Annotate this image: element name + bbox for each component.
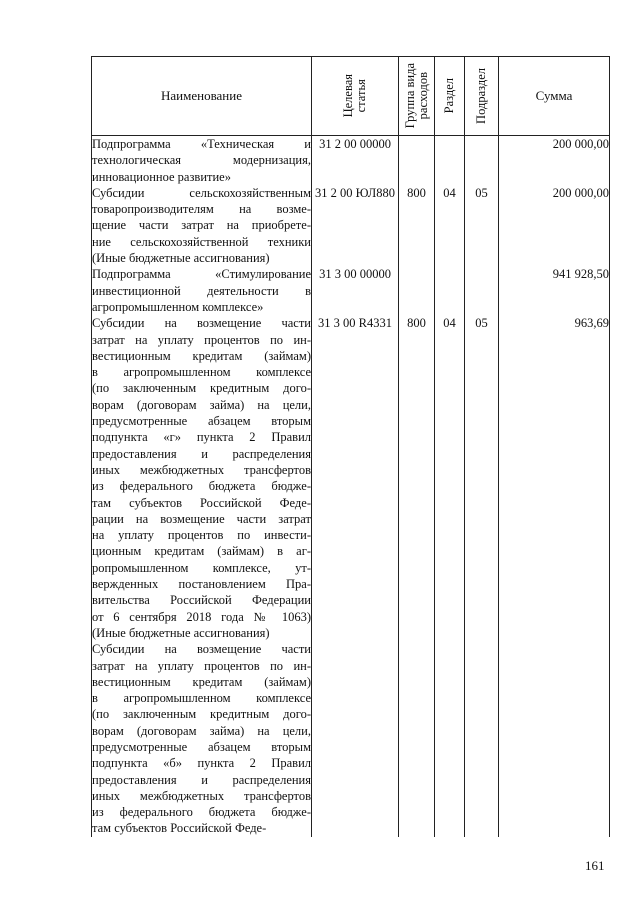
name-line: подпункта «б» пункта 2 Правил bbox=[92, 756, 311, 771]
table-row bbox=[92, 185, 610, 266]
row-name-cell bbox=[92, 266, 312, 315]
name-line: предусмотренные абзацем вторым bbox=[92, 414, 311, 429]
header-name: Наименование bbox=[92, 57, 312, 136]
target-cell: 31 3 00 00000 bbox=[312, 266, 399, 315]
section-cell bbox=[435, 641, 465, 837]
section-cell bbox=[435, 266, 465, 315]
name-line: предоставления и распределения bbox=[92, 772, 311, 787]
name-line: (Иные бюджетные ассигнования) bbox=[92, 251, 270, 266]
name-line: Субсидии на возмещение части bbox=[92, 316, 311, 331]
name-line: предусмотренные абзацем вторым bbox=[92, 739, 311, 754]
name-line: предоставления и распределения bbox=[92, 446, 311, 461]
name-line: ропромышленном комплексе, ут- bbox=[92, 560, 311, 575]
table-row bbox=[92, 315, 610, 641]
name-line: вестиционным кредитам (займам) bbox=[92, 674, 311, 689]
group-cell bbox=[399, 136, 435, 185]
name-line: щение части затрат на приобрете- bbox=[92, 218, 311, 233]
name-line: (по заключенным кредитным дого- bbox=[92, 381, 311, 396]
name-line: вестиционным кредитам (займам) bbox=[92, 348, 311, 363]
name-line: технологическая модернизация, bbox=[92, 153, 311, 168]
subsection-cell bbox=[465, 266, 499, 315]
section-cell: 04 bbox=[435, 185, 465, 266]
name-line: на уплату процентов по инвести- bbox=[92, 528, 311, 543]
table-header-row bbox=[92, 57, 610, 136]
name-line: там субъектов Российской Феде- bbox=[92, 821, 267, 836]
name-line: иных межбюджетных трансфертов bbox=[92, 788, 311, 803]
name-line: Подпрограмма «Техническая и bbox=[92, 137, 311, 151]
name-line: инвестиционной деятельности в bbox=[92, 283, 311, 298]
header-target: Целевая статья bbox=[312, 57, 399, 136]
section-cell: 04 bbox=[435, 315, 465, 641]
header-subsection: Подраздел bbox=[465, 57, 499, 136]
page-number: 161 bbox=[585, 858, 605, 873]
name-line: затрат на уплату процентов по ин- bbox=[92, 332, 311, 347]
target-cell bbox=[312, 641, 399, 837]
name-line: подпункта «г» пункта 2 Правил bbox=[92, 430, 311, 445]
name-line: в агропромышленном комплексе bbox=[92, 691, 311, 706]
header-group: Группа вида расходов bbox=[399, 57, 435, 136]
target-cell: 31 2 00 ЮЛ880 bbox=[312, 185, 399, 266]
table-row bbox=[92, 641, 610, 837]
header-sum: Сумма bbox=[499, 57, 610, 136]
budget-table bbox=[91, 56, 610, 837]
name-line: ворам (договорам займа) на цели, bbox=[92, 397, 311, 412]
name-line: вержденных постановлением Пра- bbox=[92, 577, 311, 592]
name-line: (Иные бюджетные ассигнования) bbox=[92, 625, 270, 640]
name-line: ворам (договорам займа) на цели, bbox=[92, 723, 311, 738]
target-cell: 31 3 00 R4331 bbox=[312, 315, 399, 641]
name-line: иных межбюджетных трансфертов bbox=[92, 462, 311, 477]
name-line: Субсидии сельскохозяйственным bbox=[92, 185, 311, 200]
name-line: в агропромышленном комплексе bbox=[92, 365, 311, 380]
table-row bbox=[92, 136, 610, 185]
group-cell bbox=[399, 266, 435, 315]
name-line: из федерального бюджета бюдже- bbox=[92, 479, 311, 494]
table-row bbox=[92, 266, 610, 315]
name-line: агропромышленном комплексе» bbox=[92, 299, 264, 314]
group-cell bbox=[399, 641, 435, 837]
sum-cell bbox=[499, 641, 610, 837]
sum-cell: 963,69 bbox=[499, 315, 610, 641]
header-section: Раздел bbox=[435, 57, 465, 136]
sum-cell: 941 928,50 bbox=[499, 266, 610, 315]
subsection-cell bbox=[465, 136, 499, 185]
name-line: из федерального бюджета бюдже- bbox=[92, 805, 311, 820]
name-line: инновационное развитие» bbox=[92, 169, 231, 184]
name-line: Подпрограмма «Стимулирование bbox=[92, 267, 311, 282]
name-line: Субсидии на возмещение части bbox=[92, 642, 311, 657]
name-line: от 6 сентября 2018 года № 1063) bbox=[92, 609, 311, 624]
group-cell: 800 bbox=[399, 185, 435, 266]
name-line: (по заключенным кредитным дого- bbox=[92, 707, 311, 722]
subsection-cell bbox=[465, 641, 499, 837]
name-line: ние сельскохозяйственной техники bbox=[92, 234, 311, 249]
name-line: затрат на уплату процентов по ин- bbox=[92, 658, 311, 673]
row-name-cell bbox=[92, 136, 312, 185]
group-cell: 800 bbox=[399, 315, 435, 641]
name-line: вительства Российской Федерации bbox=[92, 593, 311, 608]
row-name-cell bbox=[92, 315, 312, 641]
row-name-cell bbox=[92, 641, 312, 837]
section-cell bbox=[435, 136, 465, 185]
sum-cell: 200 000,00 bbox=[499, 136, 610, 185]
name-line: рации на возмещение части затрат bbox=[92, 511, 311, 526]
name-line: там субъектов Российской Феде- bbox=[92, 495, 311, 510]
sum-cell: 200 000,00 bbox=[499, 185, 610, 266]
subsection-cell: 05 bbox=[465, 315, 499, 641]
name-line: ционным кредитам (займам) в аг- bbox=[92, 544, 311, 559]
subsection-cell: 05 bbox=[465, 185, 499, 266]
target-cell: 31 2 00 00000 bbox=[312, 136, 399, 185]
name-line: товаропроизводителям на возме- bbox=[92, 202, 311, 217]
row-name-cell bbox=[92, 185, 312, 266]
